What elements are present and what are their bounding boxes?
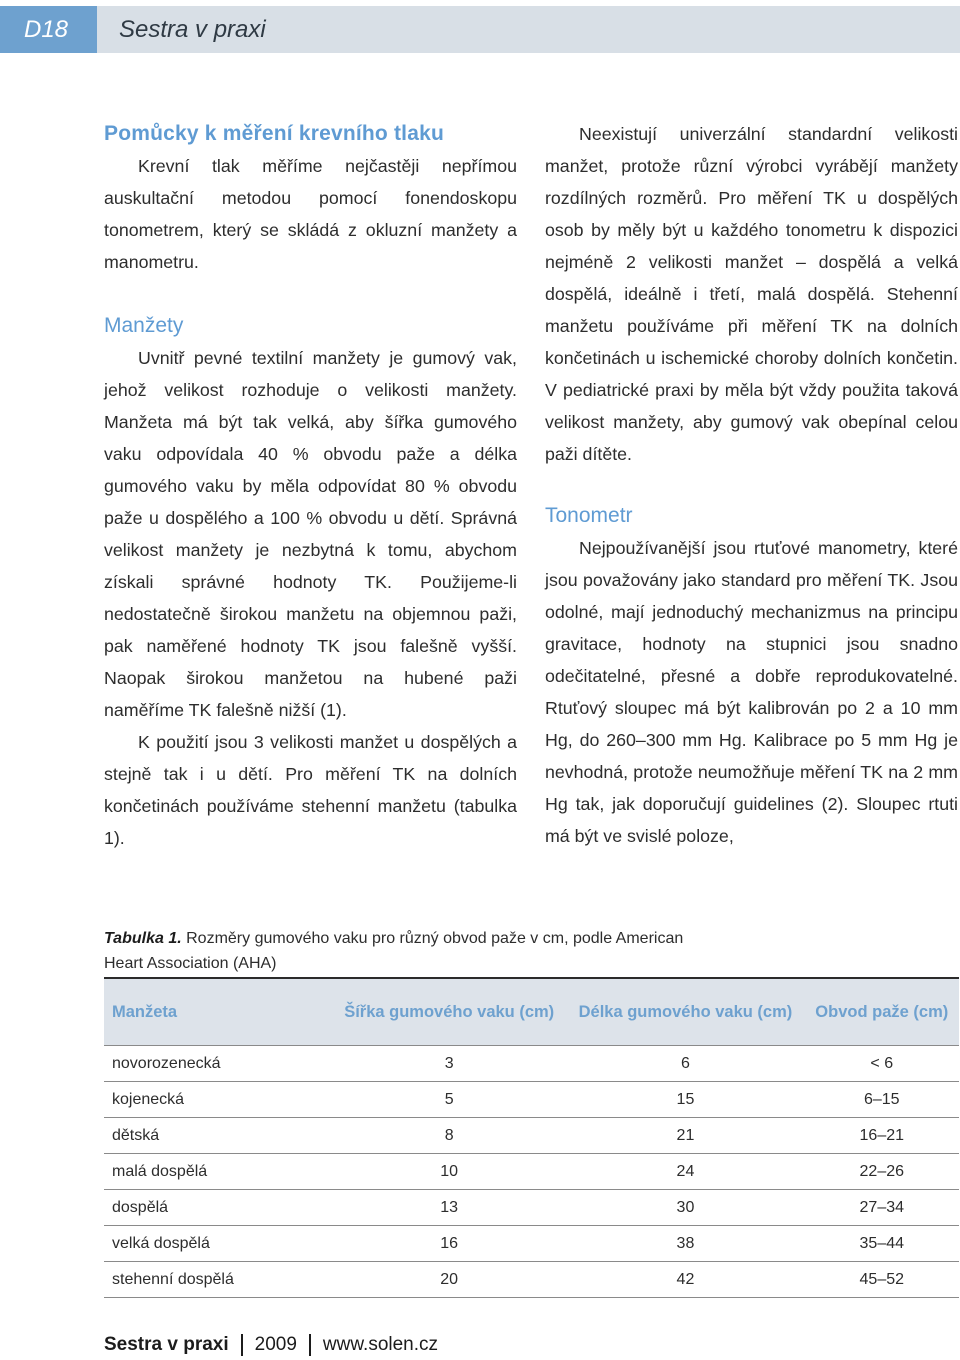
footer-divider	[309, 1334, 311, 1356]
table-cell: 24	[566, 1154, 804, 1190]
table-cell: dětská	[104, 1118, 332, 1154]
table-cell: < 6	[805, 1046, 959, 1082]
table-cell: 10	[332, 1154, 566, 1190]
table-cell: 8	[332, 1118, 566, 1154]
subheading-tonometr: Tonometr	[545, 504, 633, 527]
table-cell: 27–34	[805, 1190, 959, 1226]
paragraph: Nejpoužívanější jsou rtuťové manometry, které jsou považovány jako standard pro měření TK. Jsou odolné, mají jednoduchý mechanizmus na principu gravitace, hodnoty na stupnici jsou snadno odečitatelné, přesné a dobře reprodukovatelné. Rtuťový sloupec má být kalibrován po 2 a 10 mm Hg, do 260–300 mm Hg. Kalibrace po 5 mm Hg je nevhodná, protože neumožňuje měření TK na 2 mm Hg tak, jak doporučují guidelines (2). Sloupec rtuti má být ve svislé poloze,	[545, 538, 958, 846]
table-cell: 16	[332, 1226, 566, 1262]
journal-name: Sestra v praxi	[104, 1334, 229, 1355]
table-cell: novorozenecká	[104, 1046, 332, 1082]
right-column	[545, 118, 958, 852]
table-cell: 6	[566, 1046, 804, 1082]
section-title: Sestra v praxi	[119, 16, 266, 43]
table-cell: 21	[566, 1118, 804, 1154]
table-row	[104, 1190, 959, 1226]
footer-divider	[241, 1334, 243, 1356]
paragraph: K použití jsou 3 velikosti manžet u dospělých a stejně tak i u dětí. Pro měření TK na dolních končetinách používáme stehenní manžetu (tabulka 1).	[104, 732, 517, 848]
table-cell: 35–44	[805, 1226, 959, 1262]
table-cell: 13	[332, 1190, 566, 1226]
page-header	[0, 6, 960, 53]
column-header: Délka gumového vaku (cm)	[578, 1003, 793, 1021]
paragraph: Uvnitř pevné textilní manžety je gumový vak, jehož velikost rozhoduje o velikosti manžety. Manžeta má být tak velká, aby šířka gumového vaku odpovídala 40 % obvodu paže a délka gumového vaku by měla odpovídat 80 % obvodu paže u dospělého a 100 % obvodu u dětí. Správná velikost manžety je nezbytná k tomu, abychom získali správné hodnoty TK. Použijeme-li nedostatečně širokou manžetu na objemnou paži, pak naměřené hodnoty TK jsou falešně vyšší. Naopak širokou manžetou na hubené paži naměříme TK falešně nižší (1).	[104, 348, 517, 720]
column-header: Manžeta	[112, 1003, 178, 1021]
table-cell: 3	[332, 1046, 566, 1082]
table-row	[104, 1154, 959, 1190]
left-column	[104, 118, 517, 854]
table-row	[104, 1226, 959, 1262]
table-header-row	[104, 978, 959, 1046]
table-row	[104, 1046, 959, 1082]
section-heading: Pomůcky k měření krevního tlaku	[104, 122, 444, 145]
column-header: Obvod paže (cm)	[815, 1003, 949, 1021]
table-cell: 42	[566, 1262, 804, 1298]
paragraph: Neexistují univerzální standardní velikosti manžet, protože různí výrobci vyrábějí manžety rozdílných rozměrů. Pro měření TK u dospělých osob by měly být u každého tonometru k dispozici nejméně 2 velikosti manžet – dospělá a velká dospělá, ideálně i třetí, malá dospělá. Stehenní manžetu používáme při měření TK na dolních končetinách u ischemické choroby dolních končetin. V pediatrické praxi by měla být vždy použita taková velikost manžety, aby gumový vak obepínal celou paži dítěte.	[545, 124, 958, 464]
cuff-size-table	[104, 977, 959, 1298]
table-cell: malá dospělá	[104, 1154, 332, 1190]
paragraph: Krevní tlak měříme nejčastěji nepřímou auskultační metodou pomocí fonendoskopu tonometrem, který se skládá z okluzní manžety a manometru.	[104, 156, 517, 272]
table-cell: stehenní dospělá	[104, 1262, 332, 1298]
table-row	[104, 1262, 959, 1298]
table-caption	[104, 926, 724, 976]
table-cell: 16–21	[805, 1118, 959, 1154]
table-cell: 45–52	[805, 1262, 959, 1298]
table-cell: dospělá	[104, 1190, 332, 1226]
subheading-manzety: Manžety	[104, 314, 184, 337]
table-cell: 15	[566, 1082, 804, 1118]
table-row	[104, 1118, 959, 1154]
table-cell: 22–26	[805, 1154, 959, 1190]
page-code: D18	[0, 6, 97, 53]
page-footer	[104, 1331, 438, 1359]
table-caption-label: Tabulka 1.	[104, 930, 182, 947]
table-row	[104, 1082, 959, 1118]
table-cell: 38	[566, 1226, 804, 1262]
table-cell: 20	[332, 1262, 566, 1298]
publication-year: 2009	[254, 1334, 297, 1355]
table-cell: kojenecká	[104, 1082, 332, 1118]
website-url: www.solen.cz	[322, 1334, 439, 1355]
table-caption-text: Rozměry gumového vaku pro různý obvod paže v cm, podle American Heart Association (AHA)	[104, 930, 684, 972]
table-cell: 30	[566, 1190, 804, 1226]
table-cell: 6–15	[805, 1082, 959, 1118]
column-header: Šířka gumového vaku (cm)	[344, 1003, 555, 1021]
table-cell: 5	[332, 1082, 566, 1118]
table-cell: velká dospělá	[104, 1226, 332, 1262]
